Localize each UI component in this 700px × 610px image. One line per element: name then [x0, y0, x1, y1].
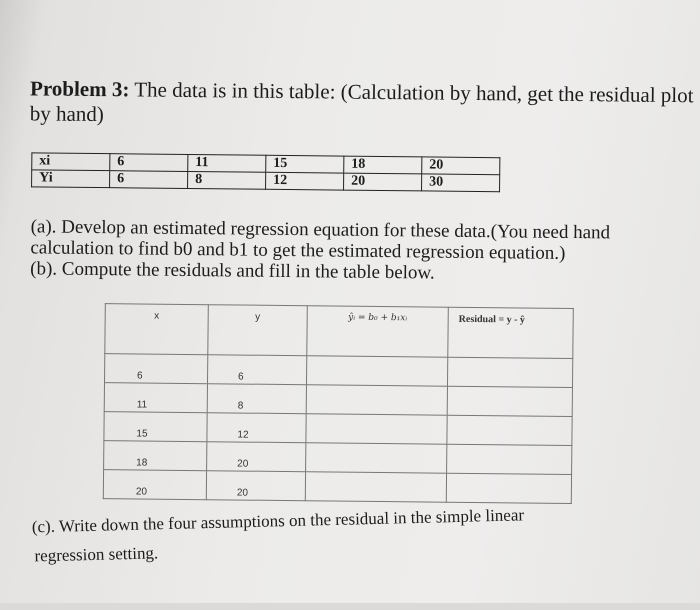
data-cell: 12	[266, 172, 344, 190]
header-y: y	[208, 305, 308, 356]
residual-cell	[447, 357, 572, 387]
residual-table	[103, 303, 574, 504]
header-residual: Residual = y - ŷ	[448, 307, 574, 358]
problem-heading	[30, 76, 694, 107]
x-cell: 11	[104, 383, 207, 413]
x-cell: 18	[104, 441, 207, 471]
data-table	[31, 152, 500, 192]
fitted-cell	[306, 443, 447, 473]
fitted-cell	[305, 472, 446, 502]
part-b-text: (b). Compute the residuals and fill in the table below.	[30, 258, 435, 284]
problem-text-line1: The data is in this table: (Calculation by hand, get the residual plot	[134, 77, 694, 108]
part-a-line1: (a). Develop an estimated regression equation for these data.(You need hand	[30, 216, 611, 244]
data-cell: 20	[422, 157, 500, 175]
table-row	[103, 470, 571, 504]
x-cell: 6	[104, 354, 207, 384]
data-cell: 18	[344, 156, 422, 174]
y-cell: 20	[206, 471, 305, 501]
header-x: x	[105, 304, 209, 355]
y-cell: 12	[207, 413, 306, 443]
data-cell: 6	[110, 154, 188, 172]
data-cell: 6	[110, 171, 188, 189]
data-cell: 11	[188, 154, 266, 172]
residual-cell	[447, 415, 572, 445]
y-cell: 6	[207, 355, 306, 385]
data-cell: 20	[344, 173, 422, 191]
problem-number: Problem 3:	[29, 76, 130, 102]
part-a-line2: calculation to find b0 and b1 to get the estimated regression equation.)	[30, 237, 566, 264]
part-c-line2: regression setting.	[34, 543, 159, 566]
residual-cell	[447, 444, 572, 474]
data-cell: 30	[422, 174, 500, 192]
y-cell: 8	[207, 384, 306, 414]
data-cell: 8	[188, 171, 266, 189]
fitted-cell	[306, 356, 447, 386]
row-label-y: Yi	[32, 170, 110, 188]
problem-text-line2: by hand)	[29, 101, 105, 127]
data-cell: 15	[266, 155, 344, 173]
residual-header-row	[105, 304, 573, 359]
residual-cell	[446, 473, 571, 503]
residual-cell	[447, 386, 572, 416]
header-fitted-formula: ŷᵢ = b₀ + b₁xᵢ	[307, 306, 449, 357]
x-cell: 15	[104, 412, 207, 442]
fitted-cell	[306, 385, 447, 415]
part-c-line1: (c). Write down the four assumptions on the residual in the simple linear	[31, 505, 525, 537]
fitted-cell	[306, 414, 447, 444]
y-cell: 20	[207, 442, 306, 472]
row-label-x: xi	[32, 153, 110, 171]
x-cell: 20	[103, 470, 206, 500]
